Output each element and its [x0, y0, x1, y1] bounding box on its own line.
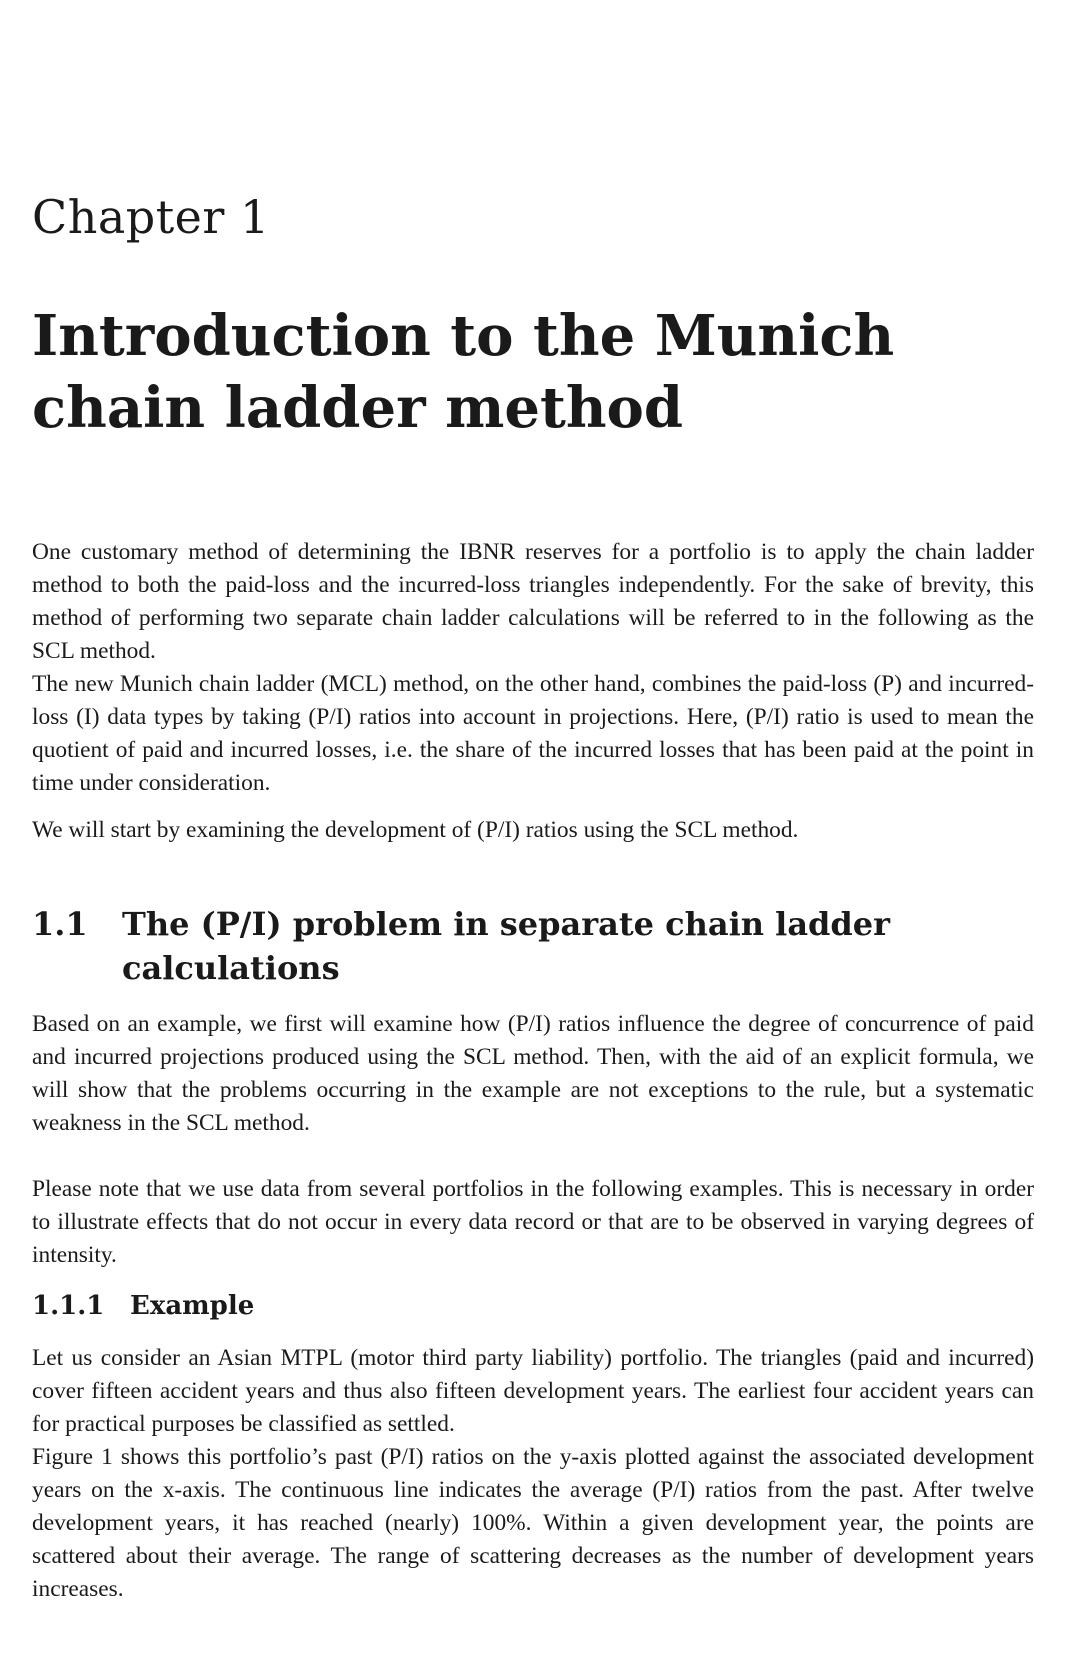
subsection-number: 1.1.1	[32, 1291, 105, 1321]
section-title: The (P/I) problem in separate chain ladder calculations	[122, 905, 891, 987]
example-paragraph-1: Let us consider an Asian MTPL (motor third party liability) portfolio. The triangles (paid and incurred) cover fifteen accident years and thus also fifteen development years. The earliest four accident years can for practical purposes be classified as settled.	[32, 1345, 1034, 1437]
subsection-1-1-1-body	[32, 1342, 1034, 1606]
example-paragraph-2: Figure 1 shows this portfolio’s past (P/I) ratios on the y-axis plotted against the associated development years on the x-axis. The continuous line indicates the average (P/I) ratios from the past. After twelve development years, it has reached (nearly) 100%. Within a given development year, the points are scattered about their average. The range of scattering decreases as the number of development years increases.	[32, 1444, 1034, 1602]
intro-paragraph-2: The new Munich chain ladder (MCL) method, on the other hand, combines the paid-loss (P) and incurred-loss (I) data types by taking (P/I) ratios into account in projections. Here, (P/I) ratio is used to mean the quotient of paid and incurred losses, i.e. the share of the incurred losses that has been paid at the point in time under consideration.	[32, 671, 1034, 796]
intro-paragraph-1: One customary method of determining the IBNR reserves for a portfolio is to apply the chain ladder method to both the paid-loss and the incurred-loss triangles independently. For the sake of brevity, this method of performing two separate chain ladder calculations will be referred to in the following as the SCL method.	[32, 539, 1034, 664]
section-1-1-heading	[32, 902, 1034, 990]
section-1-1-paragraph-1: Based on an example, we first will examine how (P/I) ratios influence the degree of concurrence of paid and incurred projections produced using the SCL method. Then, with the aid of an explicit formula, we will show that the problems occurring in the example are not exceptions to the rule, but a systematic weakness in the SCL method.	[32, 1011, 1034, 1136]
section-number: 1.1	[32, 905, 88, 943]
chapter-label: Chapter 1	[32, 190, 270, 244]
subsection-title: Example	[130, 1291, 255, 1321]
intro-section	[32, 536, 1034, 847]
chapter-title: Introduction to the Munich chain ladder method	[32, 303, 895, 441]
intro-paragraph-3: We will start by examining the development of (P/I) ratios using the SCL method.	[32, 817, 799, 843]
section-1-1-paragraph-2: Please note that we use data from several portfolios in the following examples. This is necessary in order to illustrate effects that do not occur in every data record or that are to be observed in varying degrees of intensity.	[32, 1176, 1034, 1268]
subsection-1-1-1-heading	[32, 1288, 254, 1324]
